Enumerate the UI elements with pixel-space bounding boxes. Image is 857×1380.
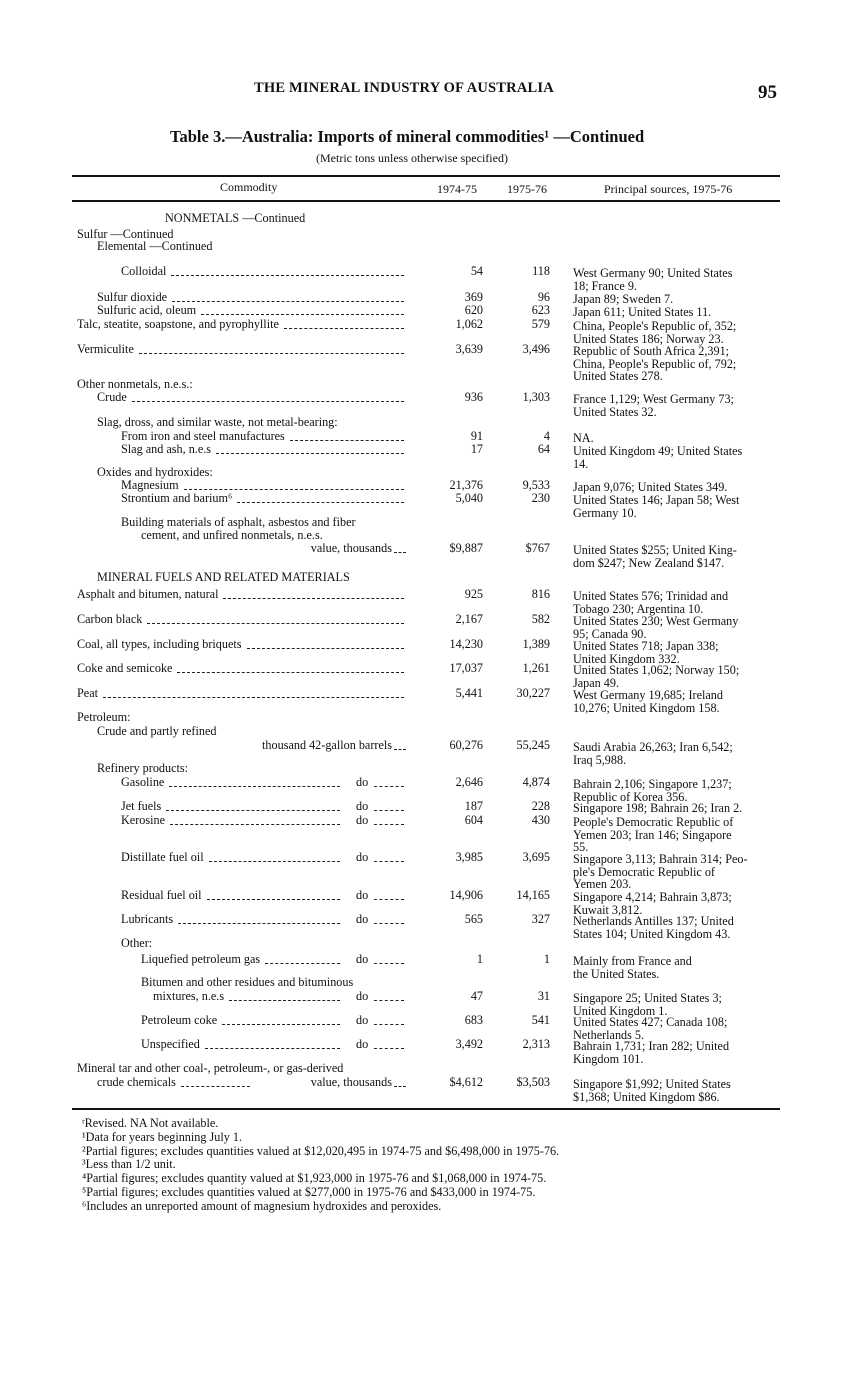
row-label: Sulfur dioxide bbox=[97, 290, 168, 304]
row-label: Jet fuels bbox=[121, 799, 162, 813]
row-label: Petroleum: bbox=[77, 710, 131, 724]
principal-sources: Bahrain 1,731; Iran 282; United bbox=[573, 1039, 730, 1053]
row-label: Colloidal bbox=[121, 264, 167, 278]
principal-sources: Singapore 198; Bahrain 26; Iran 2. bbox=[573, 801, 743, 815]
principal-sources: United Kingdom 49; United States bbox=[573, 444, 743, 458]
column-header-1975-76: 1975-76 bbox=[507, 182, 547, 196]
row-label: Slag, dross, and similar waste, not metal-bearing: bbox=[97, 415, 338, 429]
table-header-rule bbox=[72, 200, 780, 202]
ditto-label: do bbox=[356, 799, 369, 813]
row-label: Petroleum coke bbox=[141, 1013, 218, 1027]
value-1975-76: 64 bbox=[537, 442, 550, 456]
row-label: Refinery products: bbox=[97, 761, 189, 775]
row-label: Sulfur —Continued bbox=[77, 227, 174, 241]
value-1975-76: 1,303 bbox=[522, 390, 550, 404]
value-1975-76: 623 bbox=[531, 303, 550, 317]
value-1975-76: $767 bbox=[525, 541, 550, 555]
row-label: Residual fuel oil bbox=[121, 888, 202, 902]
ditto-label: do bbox=[356, 989, 369, 1003]
value-1975-76: 3,496 bbox=[522, 342, 550, 356]
principal-sources: Republic of Korea 356. bbox=[573, 789, 688, 804]
principal-sources: Tobago 230; Argentina 10. bbox=[573, 601, 704, 616]
value-1974-75: 17,037 bbox=[449, 661, 483, 675]
running-header: THE MINERAL INDUSTRY OF AUSTRALIA bbox=[254, 80, 554, 96]
value-1974-75: 5,040 bbox=[455, 491, 483, 505]
principal-sources: United States 146; Japan 58; West bbox=[573, 493, 740, 507]
leader-dots bbox=[374, 824, 404, 825]
leader-dots bbox=[374, 899, 404, 900]
leader-dots bbox=[139, 353, 404, 354]
ditto-label: do bbox=[356, 912, 369, 926]
leader-dots bbox=[178, 923, 340, 924]
leader-dots bbox=[229, 1000, 340, 1001]
principal-sources: United States 427; Canada 108; bbox=[573, 1015, 728, 1029]
row-label: Sulfuric acid, oleum bbox=[97, 303, 197, 317]
row-label: thousand 42-gallon barrels bbox=[262, 738, 392, 752]
leader-dots bbox=[374, 1048, 404, 1049]
row-label: Building materials of asphalt, asbestos and fiber bbox=[121, 515, 356, 529]
principal-sources: United States $255; United King- bbox=[573, 543, 737, 557]
value-1975-76: 579 bbox=[531, 317, 550, 331]
principal-sources: Republic of South Africa 2,391; bbox=[573, 344, 730, 358]
row-label: value, thousands bbox=[310, 541, 392, 555]
leader-dots bbox=[374, 1000, 404, 1001]
value-1974-75: 925 bbox=[464, 587, 483, 601]
row-label: Strontium and barium⁶ bbox=[121, 491, 233, 505]
value-1974-75: 683 bbox=[464, 1013, 483, 1027]
row-label: Gasoline bbox=[121, 775, 165, 789]
row-label: Crude and partly refined bbox=[97, 724, 217, 738]
value-1974-75: 187 bbox=[464, 799, 483, 813]
value-1974-75: 3,492 bbox=[455, 1037, 483, 1051]
row-label: Coal, all types, including briquets bbox=[77, 637, 242, 651]
principal-sources: United States 1,062; Norway 150; bbox=[573, 663, 740, 677]
ditto-label: do bbox=[356, 1037, 369, 1051]
row-label: Oxides and hydroxides: bbox=[97, 465, 213, 479]
principal-sources: Singapore 25; United States 3; bbox=[573, 991, 722, 1005]
ditto-label: do bbox=[356, 952, 369, 966]
row-label: Magnesium bbox=[121, 478, 179, 492]
leader-dots bbox=[394, 749, 406, 750]
ditto-label: do bbox=[356, 1013, 369, 1027]
value-1975-76: 816 bbox=[531, 587, 550, 601]
row-label: Other nonmetals, n.e.s.: bbox=[77, 377, 193, 391]
principal-sources: United States 32. bbox=[573, 404, 657, 419]
value-1975-76: 1 bbox=[543, 952, 550, 966]
table-title: Table 3.—Australia: Imports of mineral commodities¹ —Continued bbox=[170, 127, 645, 146]
value-1974-75: 14,906 bbox=[449, 888, 483, 902]
principal-sources: United Kingdom 332. bbox=[573, 651, 680, 666]
leader-dots bbox=[147, 623, 404, 624]
row-label: Vermiculite bbox=[77, 342, 134, 356]
row-label: Unspecified bbox=[141, 1037, 200, 1051]
principal-sources: 14. bbox=[573, 456, 589, 471]
leader-dots bbox=[284, 328, 404, 329]
leader-dots bbox=[223, 598, 404, 599]
section-heading: NONMETALS —Continued bbox=[165, 211, 306, 225]
value-1974-75: $4,612 bbox=[449, 1075, 483, 1089]
principal-sources: Japan 89; Sweden 7. bbox=[573, 292, 674, 306]
principal-sources: China, People's Republic of, 792; bbox=[573, 356, 737, 371]
value-1974-75: 47 bbox=[470, 989, 483, 1003]
row-label: Bitumen and other residues and bituminous bbox=[141, 975, 354, 989]
value-1974-75: 1 bbox=[476, 952, 483, 966]
principal-sources: United States 576; Trinidad and bbox=[573, 589, 729, 603]
row-label: Mineral tar and other coal-, petroleum-, or gas-derived bbox=[77, 1061, 344, 1075]
row-label: Liquefied petroleum gas bbox=[141, 952, 261, 966]
value-1975-76: 430 bbox=[531, 813, 550, 827]
value-1974-75: 21,376 bbox=[449, 478, 483, 492]
leader-dots bbox=[132, 401, 404, 402]
value-1975-76: 31 bbox=[537, 989, 550, 1003]
leader-dots bbox=[374, 786, 404, 787]
value-1974-75: 2,646 bbox=[455, 775, 483, 789]
footnote: ⁴Partial figures; excludes quantity valued at $1,923,000 in 1975-76 and $1,068,000 in 1974-75. bbox=[82, 1171, 547, 1186]
principal-sources: Singapore $1,992; United States bbox=[573, 1077, 731, 1091]
leader-dots bbox=[207, 899, 340, 900]
principal-sources: Yemen 203. bbox=[573, 877, 632, 891]
leader-dots bbox=[169, 786, 340, 787]
leader-dots bbox=[222, 1024, 340, 1025]
leader-dots bbox=[205, 1048, 340, 1049]
row-label: Elemental —Continued bbox=[97, 239, 213, 253]
principal-sources: Netherlands Antilles 137; United bbox=[573, 914, 734, 928]
value-1975-76: 230 bbox=[531, 491, 550, 505]
row-label: Carbon black bbox=[77, 612, 143, 626]
leader-dots bbox=[177, 672, 404, 673]
value-1975-76: 30,227 bbox=[516, 686, 550, 700]
leader-dots bbox=[394, 552, 406, 553]
principal-sources: People's Democratic Republic of bbox=[573, 815, 734, 829]
column-header-sources: Principal sources, 1975-76 bbox=[604, 182, 733, 196]
principal-sources: Kingdom 101. bbox=[573, 1051, 644, 1066]
footnote: ʳRevised. NA Not available. bbox=[82, 1116, 219, 1130]
value-1974-75: 3,639 bbox=[455, 342, 483, 356]
leader-dots bbox=[201, 314, 404, 315]
footnote: ⁶Includes an unreported amount of magnesium hydroxides and peroxides. bbox=[82, 1198, 442, 1213]
table-subtitle: (Metric tons unless otherwise specified) bbox=[316, 151, 508, 165]
principal-sources: the United States. bbox=[573, 966, 660, 981]
leader-dots bbox=[237, 502, 404, 503]
value-1975-76: $3,503 bbox=[516, 1075, 550, 1089]
leader-dots bbox=[374, 963, 404, 964]
value-1975-76: 4,874 bbox=[522, 775, 550, 789]
principal-sources: 18; France 9. bbox=[573, 278, 637, 293]
footnote: ³Less than 1/2 unit. bbox=[82, 1157, 176, 1172]
value-1975-76: 327 bbox=[531, 912, 550, 926]
table-bottom-rule bbox=[72, 1108, 780, 1110]
row-label: Talc, steatite, soapstone, and pyrophyllite bbox=[77, 317, 279, 331]
value-1975-76: 228 bbox=[531, 799, 550, 813]
principal-sources: France 1,129; West Germany 73; bbox=[573, 392, 734, 406]
page-number: 95 bbox=[758, 82, 777, 103]
leader-dots bbox=[247, 648, 404, 649]
row-label: Peat bbox=[77, 686, 98, 700]
row-label: Other: bbox=[121, 936, 153, 950]
value-1974-75: 369 bbox=[464, 290, 483, 304]
principal-sources: Germany 10. bbox=[573, 505, 637, 520]
principal-sources: 95; Canada 90. bbox=[573, 626, 647, 641]
principal-sources: ple's Democratic Republic of bbox=[573, 864, 715, 879]
principal-sources: Iraq 5,988. bbox=[573, 752, 627, 767]
ditto-label: do bbox=[356, 888, 369, 902]
principal-sources: Kuwait 3,812. bbox=[573, 902, 643, 917]
leader-dots bbox=[374, 923, 404, 924]
leader-dots bbox=[172, 301, 404, 302]
principal-sources: $1,368; United Kingdom $86. bbox=[573, 1089, 720, 1104]
leader-dots bbox=[216, 453, 404, 454]
principal-sources: United Kingdom 1. bbox=[573, 1003, 668, 1018]
principal-sources: dom $247; New Zealand $147. bbox=[573, 555, 725, 570]
section-heading: MINERAL FUELS AND RELATED MATERIALS bbox=[97, 570, 350, 584]
row-label: Crude bbox=[97, 390, 127, 404]
principal-sources: Netherlands 5. bbox=[573, 1027, 645, 1042]
value-1974-75: $9,887 bbox=[449, 541, 483, 555]
leader-dots bbox=[290, 440, 404, 441]
row-label: Distillate fuel oil bbox=[121, 850, 204, 864]
column-header-1974-75: 1974-75 bbox=[437, 182, 477, 196]
footnote: ²Partial figures; excludes quantities valued at $12,020,495 in 1974-75 and $6,498,000 in 1975-76. bbox=[82, 1143, 560, 1158]
footnote: ¹Data for years beginning July 1. bbox=[82, 1129, 243, 1144]
row-label: cement, and unfired nonmetals, n.e.s. bbox=[141, 528, 323, 542]
value-1974-75: 3,985 bbox=[455, 850, 483, 864]
ditto-label: do bbox=[356, 813, 369, 827]
principal-sources: United States 230; West Germany bbox=[573, 614, 739, 628]
principal-sources: China, People's Republic of, 352; bbox=[573, 319, 737, 333]
row-unit: value, thousands bbox=[310, 1075, 392, 1089]
principal-sources: Singapore 3,113; Bahrain 314; Peo- bbox=[573, 852, 748, 866]
leader-dots bbox=[374, 861, 404, 862]
principal-sources: Mainly from France and bbox=[573, 954, 692, 968]
principal-sources: United States 186; Norway 23. bbox=[573, 331, 724, 346]
footnote: ⁵Partial figures; excludes quantities valued at $277,000 in 1975-76 and $433,000 in 1974-75. bbox=[82, 1185, 536, 1199]
principal-sources: United States 718; Japan 338; bbox=[573, 639, 719, 653]
value-1975-76: 1,261 bbox=[522, 661, 550, 675]
principal-sources: NA. bbox=[573, 431, 594, 445]
row-label: Lubricants bbox=[121, 912, 174, 926]
value-1975-76: 582 bbox=[531, 612, 550, 626]
value-1975-76: 1,389 bbox=[522, 637, 550, 651]
leader-dots bbox=[374, 810, 404, 811]
ditto-label: do bbox=[356, 850, 369, 864]
leader-dots bbox=[184, 489, 404, 490]
leader-dots bbox=[181, 1086, 250, 1087]
row-label: From iron and steel manufactures bbox=[121, 429, 285, 443]
principal-sources: West Germany 19,685; Ireland bbox=[573, 688, 723, 702]
value-1975-76: 96 bbox=[537, 290, 550, 304]
value-1975-76: 14,165 bbox=[516, 888, 550, 902]
principal-sources: Japan 49. bbox=[573, 675, 620, 690]
principal-sources: Japan 611; United States 11. bbox=[573, 305, 712, 319]
row-label: crude chemicals bbox=[97, 1075, 176, 1089]
value-1975-76: 2,313 bbox=[522, 1037, 550, 1051]
value-1974-75: 2,167 bbox=[455, 612, 483, 626]
leader-dots bbox=[103, 697, 404, 698]
row-label: Kerosine bbox=[121, 813, 165, 827]
principal-sources: 10,276; United Kingdom 158. bbox=[573, 700, 720, 715]
value-1974-75: 5,441 bbox=[455, 686, 483, 700]
value-1974-75: 565 bbox=[464, 912, 483, 926]
principal-sources: West Germany 90; United States bbox=[573, 266, 733, 280]
principal-sources: 55. bbox=[573, 840, 589, 854]
value-1974-75: 936 bbox=[464, 390, 483, 404]
value-1974-75: 14,230 bbox=[449, 637, 483, 651]
value-1975-76: 118 bbox=[532, 264, 550, 278]
value-1975-76: 3,695 bbox=[522, 850, 550, 864]
value-1975-76: 541 bbox=[531, 1013, 550, 1027]
row-label: Slag and ash, n.e.s bbox=[121, 442, 212, 456]
value-1974-75: 60,276 bbox=[449, 738, 483, 752]
value-1974-75: 91 bbox=[470, 429, 483, 443]
leader-dots bbox=[374, 1024, 404, 1025]
value-1975-76: 4 bbox=[543, 429, 550, 443]
value-1974-75: 1,062 bbox=[455, 317, 483, 331]
value-1975-76: 9,533 bbox=[522, 478, 550, 492]
table-top-rule bbox=[72, 175, 780, 177]
row-label: Asphalt and bitumen, natural bbox=[77, 587, 219, 601]
principal-sources: Japan 9,076; United States 349. bbox=[573, 480, 728, 494]
row-label: mixtures, n.e.s bbox=[153, 989, 225, 1003]
column-header-commodity: Commodity bbox=[220, 180, 278, 194]
principal-sources: States 104; United Kingdom 43. bbox=[573, 926, 731, 941]
leader-dots bbox=[166, 810, 340, 811]
principal-sources: Yemen 203; Iran 146; Singapore bbox=[573, 827, 732, 842]
value-1974-75: 604 bbox=[464, 813, 483, 827]
ditto-label: do bbox=[356, 775, 369, 789]
leader-dots bbox=[209, 861, 340, 862]
principal-sources: Bahrain 2,106; Singapore 1,237; bbox=[573, 777, 732, 791]
value-1974-75: 54 bbox=[470, 264, 483, 278]
row-label: Coke and semicoke bbox=[77, 661, 173, 675]
leader-dots bbox=[394, 1086, 406, 1087]
leader-dots bbox=[265, 963, 340, 964]
leader-dots bbox=[171, 275, 404, 276]
principal-sources: United States 278. bbox=[573, 369, 663, 383]
principal-sources: Saudi Arabia 26,263; Iran 6,542; bbox=[573, 740, 733, 754]
leader-dots bbox=[170, 824, 340, 825]
value-1975-76: 55,245 bbox=[516, 738, 550, 752]
value-1974-75: 17 bbox=[470, 442, 483, 456]
principal-sources: Singapore 4,214; Bahrain 3,873; bbox=[573, 890, 732, 904]
value-1974-75: 620 bbox=[464, 303, 483, 317]
